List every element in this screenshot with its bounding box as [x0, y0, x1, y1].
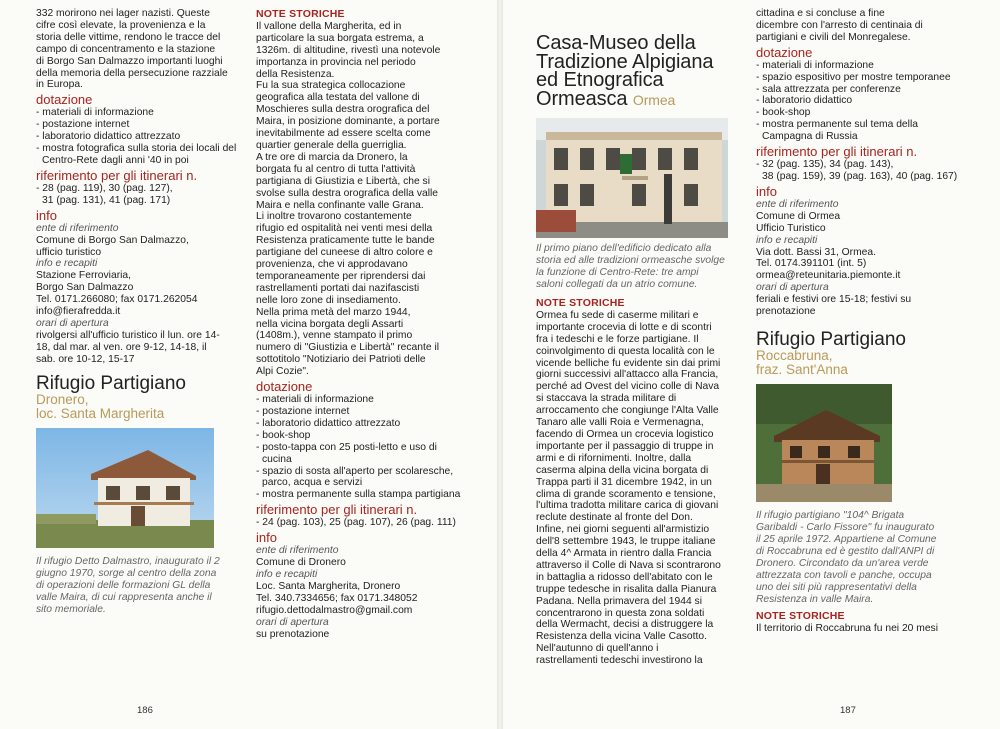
- right-column-2: [756, 8, 966, 635]
- info-line: Via dott. Bassi 31, Ormea.: [756, 246, 876, 258]
- itinerari-line: - 28 (pag. 119), 30 (pag. 127),: [36, 182, 173, 194]
- text-line: clima di grande scoramento e tensione,: [536, 488, 716, 500]
- caption-line: Il rifugio partigiano "104^ Brigata: [756, 509, 905, 521]
- list-item: - book-shop: [256, 429, 311, 441]
- intro-text: [36, 8, 244, 91]
- list-item: - materiali di informazione: [256, 394, 374, 406]
- list-item: - materiali di informazione: [756, 59, 874, 71]
- caption-line: Il rifugio Detto Dalmastro, inaugurato il 2: [36, 555, 220, 567]
- text-line: si staccava la strada militare di: [536, 393, 677, 405]
- rifugio-title: Rifugio Partigiano: [756, 328, 906, 350]
- text-line: (1408m.), venne stampato il primo: [256, 330, 413, 342]
- caption-line: sito memoriale.: [36, 603, 106, 615]
- text-line: attraverso il Colle di Nava si scontrarono: [536, 559, 721, 571]
- text-line: vicende belliche fu evidente sin dai primi: [536, 357, 721, 369]
- info-line: rivolgersi all'ufficio turistico il lun. ore 14-: [36, 329, 220, 341]
- list-item: - book-shop: [756, 107, 811, 119]
- casa-museo-photo: [536, 118, 728, 238]
- list-item: - laboratorio didattico: [756, 95, 853, 107]
- text-line: cittadina e si concluse a fine: [756, 8, 885, 19]
- info-line: Comune di Borgo San Dalmazzo,: [36, 234, 189, 246]
- info-line: su prenotazione: [256, 628, 330, 640]
- rifugio-roccabruna-photo: [756, 384, 892, 502]
- info-line: Loc. Santa Margherita, Dronero: [256, 580, 401, 592]
- dotazione-list: [256, 394, 464, 501]
- text-line: fra i tedeschi e le forze partigiane. Il: [536, 333, 699, 345]
- info-line: Comune di Ormea: [756, 210, 841, 222]
- info-line: Tel. 340.7334656; fax 0171.348052: [256, 592, 418, 604]
- museum-title: [536, 34, 744, 108]
- rifugio-roccabruna-image: [756, 384, 892, 502]
- info-line: Tel. 0174.391101 (int. 5): [756, 258, 867, 270]
- info-label: orari di apertura: [756, 282, 829, 294]
- info-label: info e recapiti: [756, 234, 818, 246]
- text-line: Moschieres sulla destra orografica del: [256, 104, 430, 116]
- itinerari-line: 38 (pag. 159), 39 (pag. 163), 40 (pag. 167): [762, 170, 958, 182]
- text-line: Alpi Cozie".: [256, 366, 309, 378]
- text-line: giorni successivi all'attacco alla Francia,: [536, 369, 719, 381]
- text-line: dell'8 settembre 1943, le truppe italiane: [536, 536, 716, 548]
- text-line: Maira, in posizione dominante, a portare: [256, 116, 440, 128]
- info-label: info e recapiti: [256, 568, 318, 580]
- text-line: Ormea fu sede di caserme militari e: [536, 309, 699, 321]
- right-column-1: [536, 34, 744, 667]
- dotazione-heading: dotazione: [256, 379, 313, 395]
- text-line: della Wermacht, decisi a distruggere la: [536, 619, 714, 631]
- info-label: ente di riferimento: [256, 545, 339, 557]
- caption-line: la funzione di Centro-Rete: tre ampi: [536, 267, 699, 278]
- text-line: di Borgo San Dalmazzo importanti luoghi: [36, 55, 223, 67]
- dotazione-list: [36, 107, 244, 167]
- text-line: Nell'autunno di quell'anno i: [536, 643, 659, 655]
- photo-caption: [536, 243, 744, 291]
- text-line: Resistenza della vicina Valle Casotto.: [536, 631, 707, 643]
- itinerari-line: 31 (pag. 131), 41 (pag. 171): [42, 194, 171, 206]
- text-line: truppe tedesche in risalita dalla Pianura: [536, 583, 717, 595]
- list-item: - laboratorio didattico attrezzato: [36, 131, 181, 143]
- info-line: prenotazione: [756, 306, 816, 318]
- museum-location: Ormea: [632, 91, 676, 108]
- itinerari-heading: riferimento per gli itinerari n.: [756, 144, 918, 160]
- info-label: info e recapiti: [36, 258, 98, 270]
- info-label: ente di riferimento: [756, 198, 839, 210]
- rifugio-title: Rifugio Partigiano: [36, 372, 186, 394]
- text-line: temporaneamente per riprendersi dai: [256, 270, 426, 282]
- caption-line: uno dei siti più rappresentativi della: [756, 581, 917, 593]
- text-line: Fu la sua strategica collocazione: [256, 80, 406, 92]
- dotazione-heading: dotazione: [36, 92, 93, 108]
- text-line: partigiani e civili del Monregalese.: [756, 31, 911, 43]
- title-line: Casa-Museo della: [536, 32, 696, 54]
- rifugio-location: loc. Santa Margherita: [36, 406, 165, 422]
- list-item: - postazione internet: [36, 119, 130, 131]
- casa-museo-image: [536, 118, 728, 238]
- text-line: provenienza, che vi approdavano: [256, 259, 408, 271]
- caption-line: di operazioni delle formazioni GL della: [36, 579, 211, 591]
- note-storiche-text: [536, 310, 744, 667]
- text-line: l'ultima tradotta militare carica di giovani: [536, 500, 719, 512]
- itinerari-line: - 24 (pag. 103), 25 (pag. 107), 26 (pag. 111): [256, 517, 456, 529]
- info-line: Comune di Dronero: [256, 557, 346, 569]
- list-item: - spazio espositivo per mostre temporanee: [756, 71, 951, 83]
- left-column-2: [256, 8, 464, 640]
- text-line: borgata fu al centro di tutta l'attività: [256, 163, 416, 175]
- text-line: quartier generale della guerriglia.: [256, 139, 407, 151]
- dotazione-list: [756, 60, 966, 143]
- rifugio-location: Roccabruna,: [756, 347, 833, 363]
- text-line: Li inoltre trovarono costantemente: [256, 211, 412, 223]
- list-item: - sala attrezzata per conferenze: [756, 83, 901, 95]
- rifugio-location: Dronero,: [36, 391, 89, 407]
- caption-line: Resistenza in valle Maira.: [756, 593, 874, 605]
- caption-line: Il primo piano dell'edificio dedicato alla: [536, 243, 712, 254]
- text-line: in battaglia a ridosso dell'abitato con le: [536, 571, 713, 583]
- list-item: - spazio di sosta all'aperto per scolaresche, parco, acqua e servizi: [256, 465, 454, 489]
- text-line: della 4^ Armata in rientro dalla Francia: [536, 548, 712, 560]
- caption-line: storia ed alle tradizioni ormeasche svolge: [536, 255, 725, 266]
- text-line: particolare la sua borgata estrema, a: [256, 32, 424, 44]
- info-label: orari di apertura: [36, 317, 109, 329]
- list-item: - materiali di informazione: [36, 107, 154, 119]
- itinerari-line: - 32 (pag. 135), 34 (pag. 143),: [756, 159, 894, 171]
- text-line: inevitabilmente ad essere scelta come: [256, 128, 431, 140]
- list-item: - posto-tappa con 25 posti-letto e uso di cucina: [256, 441, 437, 465]
- text-line: importante per il passaggio di truppe in: [536, 440, 714, 452]
- list-item: - postazione internet: [256, 406, 350, 417]
- title-line: [536, 87, 744, 110]
- info-line: Borgo San Dalmazzo: [36, 282, 134, 294]
- itinerari-heading: riferimento per gli itinerari n.: [256, 502, 418, 518]
- info-heading: info: [36, 207, 57, 223]
- rifugio-dronero-image: [36, 428, 214, 548]
- text-line: storia delle vittime, rendono le tracce del: [36, 31, 221, 43]
- info-line: 18, dal mar. al ven. ore 9-12, 14-18, il: [36, 341, 207, 353]
- text-line: della memoria della persecuzione razziale: [36, 67, 228, 79]
- list-item: - mostra permanente sulla stampa partigiana: [256, 489, 461, 501]
- info-email: info@fierafredda.it: [36, 306, 121, 318]
- photo-caption: [36, 556, 244, 616]
- text-line: A tre ore di marcia da Dronero, la: [256, 151, 408, 163]
- page-number-left: 186: [137, 705, 153, 716]
- caption-line: giugno 1970, sorge al centro della zona: [36, 567, 217, 579]
- text-line: importante crocevia di lotte e di scontri: [536, 321, 712, 333]
- caption-line: Garibaldi - Carlo Fissore" fu inaugurato: [756, 521, 935, 533]
- text-line: arroccamento che congiunge l'Alta Valle: [536, 405, 719, 417]
- text-line: partigiane del cuneese di altro colore e: [256, 247, 433, 259]
- caption-line: saloni collegati da un atrio comune.: [536, 279, 698, 290]
- list-item: - laboratorio didattico attrezzato: [256, 417, 401, 429]
- note-storiche-heading: NOTE STORICHE: [536, 297, 625, 309]
- text-line: nelle loro zone di insediamento.: [256, 294, 401, 306]
- info-label: orari di apertura: [256, 616, 329, 628]
- text-line: partigiana di Giustizia e Libertà, che si: [256, 175, 430, 187]
- info-line: Tel. 0171.266080; fax 0171.262054: [36, 294, 198, 306]
- text-line: rastrellamenti portati dai nazifascisti: [256, 282, 420, 294]
- caption-line: attrezzata con tavoli e panche, occupa: [756, 569, 932, 581]
- rifugio-dronero-photo: [36, 428, 214, 548]
- info-email: rifugio.dettodalmastro@gmail.com: [256, 604, 413, 616]
- text-line: dicembre con l'arresto di centinaia di: [756, 19, 923, 31]
- text-line: reclute destinate al fronte del Don.: [536, 512, 693, 524]
- text-line: rastrellamenti tedeschi investirono la: [536, 655, 703, 667]
- text-line: 1326m. di altitudine, rivestì una notevole: [256, 44, 441, 56]
- text-line: geografica alla testata del vallone di: [256, 92, 420, 104]
- photo-caption: [756, 510, 966, 606]
- text-line: 332 morirono nei lager nazisti. Queste: [36, 8, 210, 19]
- info-email: ormea@reteunitaria.piemonte.it: [756, 270, 901, 282]
- text-line: nella vicina borgata degli Assarti: [256, 318, 404, 330]
- caption-line: il 25 aprile 1972. Appartiene al Comune: [756, 533, 937, 545]
- list-item: - mostra fotografica sulla storia dei locali del Centro-Rete dagli anni '40 in poi: [36, 143, 237, 166]
- text-line: rifugio ed ospitalità nei venti mesi della: [256, 223, 433, 235]
- itinerari-heading: riferimento per gli itinerari n.: [36, 167, 198, 183]
- text-line: Trappa parti il 31 dicembre 1942, in un: [536, 476, 712, 488]
- text-line: cifre così elevate, la provenienza e la: [36, 19, 206, 31]
- note-storiche-text: [256, 21, 464, 378]
- info-line: Ufficio Turistico: [756, 222, 826, 234]
- note-storiche-heading: NOTE STORICHE: [756, 609, 845, 622]
- list-item: - mostra permanente sul tema della Campagna di Russia: [756, 119, 918, 143]
- text-line: della Resistenza.: [256, 68, 335, 80]
- dotazione-heading: dotazione: [756, 44, 813, 60]
- text-line: sottotitolo "Notiziario dei Patrioti delle: [256, 354, 426, 366]
- title-line: Tradizione Alpigiana: [536, 50, 714, 73]
- info-line: Stazione Ferroviaria,: [36, 270, 131, 282]
- text-line: Maira e nella confinante valle Grana.: [256, 199, 424, 211]
- text-line: svolse sulla destra orografica della valle: [256, 187, 439, 199]
- text-line: Il territorio di Roccabruna fu nei 20 mesi: [756, 622, 938, 634]
- caption-line: Dronero. Circondato da un'area verde: [756, 557, 929, 569]
- text-line: numero di "Giustizia e Libertà" recante il: [256, 342, 440, 354]
- text-line: facendo di Ormea un crocevia logistico: [536, 428, 714, 440]
- text-line: Nella prima metà del marzo 1944,: [256, 306, 411, 318]
- text-line: Infine, nei giorni seguenti all'armistizio: [536, 524, 710, 536]
- text-line: concentrarono in questa zona soldati: [536, 607, 705, 619]
- title-line: ed Etnografica: [536, 69, 664, 91]
- info-heading: info: [256, 530, 277, 546]
- text-line: armi e di rifornimenti. Inoltre, dalla: [536, 452, 692, 464]
- text-line: importanza in provincia nel periodo: [256, 56, 416, 68]
- text-line: Il vallone della Margherita, ed in: [256, 20, 402, 32]
- caption-line: valle Maira, di cui rappresenta anche il: [36, 591, 212, 603]
- text-line: perché ad Ovest del vicino colle di Nava: [536, 381, 720, 393]
- text-line: coinvolgimento di questa località con le: [536, 345, 715, 357]
- caption-line: di Roccabruna ed è gestito dall'ANPI di: [756, 545, 935, 557]
- left-column-1: [36, 8, 244, 616]
- info-label: ente di riferimento: [36, 222, 119, 234]
- text-line: in Europa.: [36, 79, 83, 91]
- text-line: Padana. Nella primavera del 1944 si: [536, 595, 702, 607]
- info-line: sab. ore 10-12, 15-17: [36, 353, 135, 365]
- text-line: Resistenza praticamente tutte le bande: [256, 235, 435, 247]
- info-heading: info: [756, 183, 777, 199]
- note-storiche-heading: NOTE STORICHE: [256, 8, 345, 20]
- page-number-right: 187: [840, 705, 856, 716]
- title-last-word: Ormeasca: [536, 87, 628, 110]
- text-line: Tanaro alle valli Roia e Vermenagna,: [536, 417, 704, 429]
- info-line: ufficio turistico: [36, 246, 102, 258]
- text-line: campo di concentramento e la stazione: [36, 43, 216, 55]
- text-line: caserma alpina della vicina borgata di: [536, 464, 709, 476]
- rifugio-location: fraz. Sant'Anna: [756, 362, 848, 378]
- info-line: feriali e festivi ore 15-18; festivi su: [756, 294, 912, 306]
